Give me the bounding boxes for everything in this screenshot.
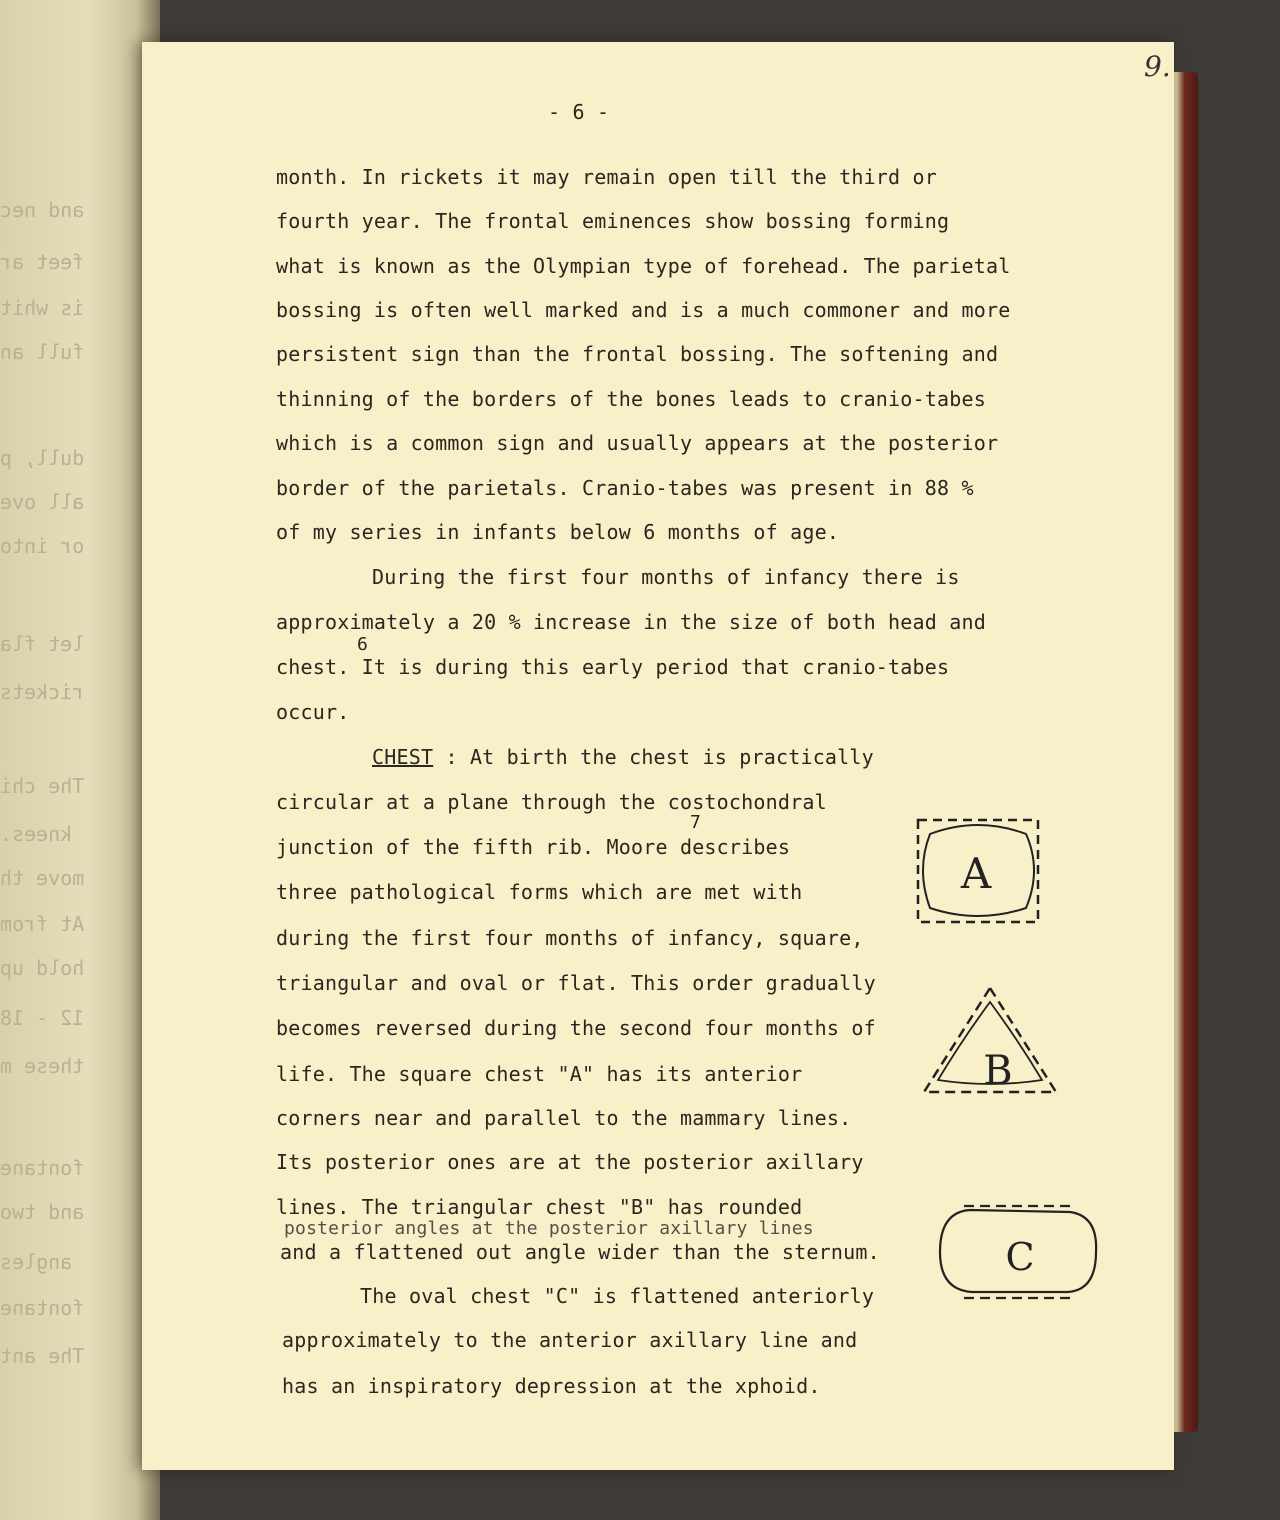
text-fragment: : At birth the chest is practically <box>433 745 874 769</box>
facing-page-text: all ove <box>0 490 85 514</box>
figure-square-chest <box>908 812 1048 932</box>
text-line: has an inspiratory depression at the xphoid. <box>282 1374 821 1398</box>
folio-number: 9. <box>1144 50 1171 83</box>
text-line: bossing is often well marked and is a much commoner and more <box>276 298 1011 322</box>
facing-page-text: full an <box>0 340 85 364</box>
text-line: border of the parietals. Cranio-tabes was present in 88 % <box>276 476 974 500</box>
text-line: lines. The triangular chest "B" has rounded <box>276 1195 803 1219</box>
facing-page-text: hold up <box>0 956 85 980</box>
text-line: during the first four months of infancy, square, <box>276 926 864 950</box>
facing-page-text: and two <box>0 1200 85 1224</box>
facing-page-text: At from <box>0 912 85 936</box>
text-line: which is a common sign and usually appears at the posterior <box>276 431 999 455</box>
figure-label-c: C <box>1005 1235 1035 1279</box>
text-line: occur. <box>276 700 350 724</box>
text-line: of my series in infants below 6 months of age. <box>276 520 840 544</box>
reference-number: 6 <box>357 634 368 655</box>
text-line: month. In rickets it may remain open till the third or <box>276 165 938 189</box>
facing-page-text: 12 - 18 <box>0 1006 85 1030</box>
text-line: corners near and parallel to the mammary lines. <box>276 1106 852 1130</box>
text-line: circular at a plane through the costochondral <box>276 790 827 814</box>
facing-page-text: fontane <box>0 1156 85 1180</box>
facing-page-text: fontane <box>0 1296 85 1320</box>
facing-page-text: rickets <box>0 680 85 704</box>
text-line: approximately to the anterior axillary line and <box>282 1328 858 1352</box>
text-line: three pathological forms which are met with <box>276 880 803 904</box>
text-line: and a flattened out angle wider than the sternum. <box>280 1240 880 1264</box>
section-heading: CHEST <box>372 745 434 769</box>
section-heading-line <box>372 745 874 769</box>
text-line: chest. It is during this early period that cranio-tabes <box>276 655 950 679</box>
facing-page-text: these m <box>0 1054 85 1078</box>
facing-page-text: and nec <box>0 198 85 222</box>
page-number: - 6 - <box>548 100 610 124</box>
facing-page-text: The ant <box>0 1344 85 1368</box>
inserted-text-line: posterior angles at the posterior axillary lines <box>284 1218 814 1239</box>
facing-page-text: The chi <box>0 774 85 798</box>
reference-number: 7 <box>690 812 701 833</box>
text-line: fourth year. The frontal eminences show bossing forming <box>276 209 950 233</box>
facing-page <box>0 0 160 1520</box>
text-line: what is known as the Olympian type of forehead. The parietal <box>276 254 1011 278</box>
facing-page-text: move th <box>0 866 85 890</box>
text-line: During the first four months of infancy there is <box>372 565 960 589</box>
text-line: thinning of the borders of the bones leads to cranio-tabes <box>276 387 986 411</box>
text-line: persistent sign than the frontal bossing. The softening and <box>276 342 999 366</box>
text-line: The oval chest "C" is flattened anteriorly <box>360 1284 875 1308</box>
text-line: Its posterior ones are at the posterior axillary <box>276 1150 864 1174</box>
text-line: life. The square chest "A" has its anterior <box>276 1062 803 1086</box>
facing-page-text: angles <box>0 1250 73 1274</box>
facing-page-text: or into <box>0 534 85 558</box>
text-line: triangular and oval or flat. This order gradually <box>276 971 876 995</box>
text-line: junction of the fifth rib. Moore describes <box>276 835 791 859</box>
text-line: becomes reversed during the second four months of <box>276 1016 876 1040</box>
facing-page-text: feet ar <box>0 250 85 274</box>
facing-page-text: is whit <box>0 296 85 320</box>
text-line: approximately a 20 % increase in the size of both head and <box>276 610 986 634</box>
figure-label-a: A <box>960 849 992 898</box>
facing-page-text: let fla <box>0 632 85 656</box>
facing-page-text: knees. <box>0 822 73 846</box>
figure-label-b: B <box>983 1048 1013 1094</box>
figure-oval-chest <box>930 1196 1110 1308</box>
figure-triangular-chest <box>918 980 1068 1100</box>
facing-page-text: dull, p <box>0 446 85 470</box>
